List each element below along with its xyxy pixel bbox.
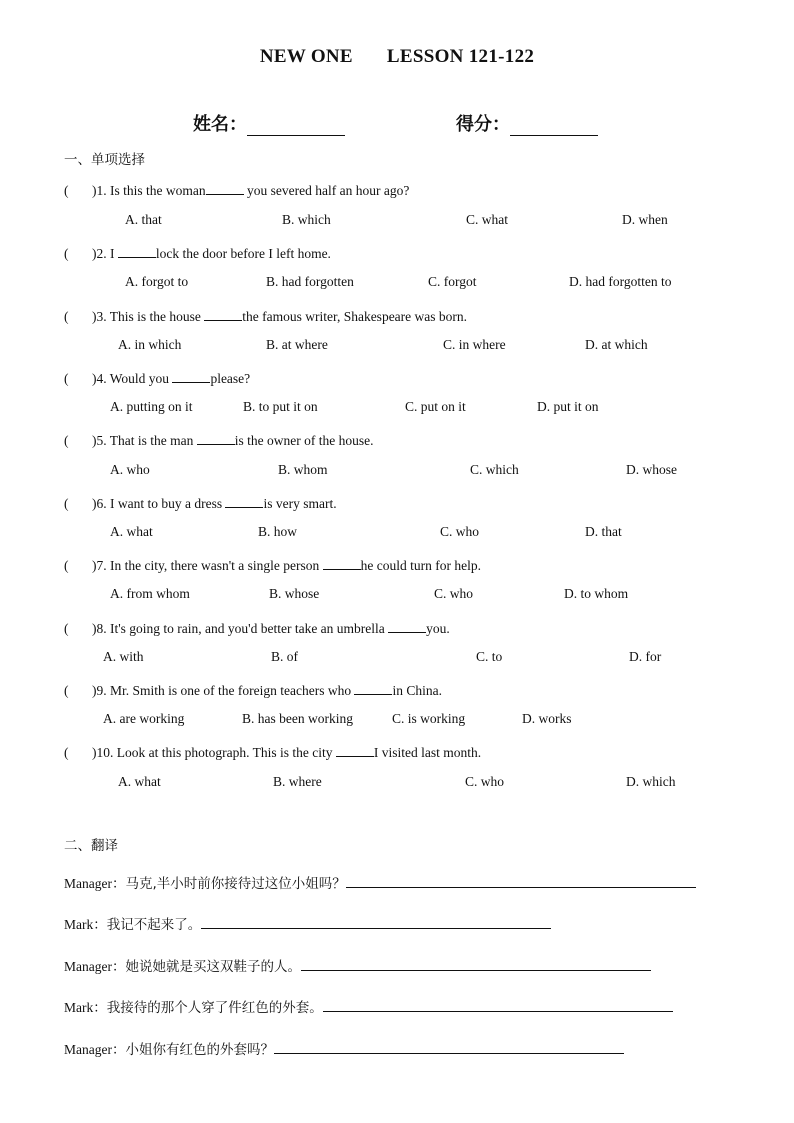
option-d[interactable]: D. works <box>522 711 572 726</box>
option-b[interactable]: B. whose <box>269 586 320 601</box>
question-7 <box>64 555 481 574</box>
question-text-after: is the owner of the house. <box>234 433 374 448</box>
speaker-colon: ： <box>93 917 107 933</box>
option-b[interactable]: B. whom <box>278 462 328 477</box>
option-c[interactable]: C. put on it <box>405 399 466 414</box>
fill-blank[interactable] <box>204 306 242 321</box>
answer-line[interactable] <box>274 1038 624 1054</box>
question-3 <box>64 306 467 325</box>
question-number: )3. <box>92 309 107 324</box>
question-6 <box>64 493 337 512</box>
answer-paren[interactable]: ( <box>64 183 69 198</box>
option-a[interactable]: A. from whom <box>110 586 190 601</box>
question-text-after: is very smart. <box>263 496 337 511</box>
question-text-before: Look at this photograph. This is the city <box>116 745 336 760</box>
option-a[interactable]: A. that <box>125 212 162 227</box>
chinese-sentence: 她说她就是买这双鞋子的人。 <box>125 959 301 975</box>
option-d[interactable]: D. put it on <box>537 399 599 414</box>
answer-line[interactable] <box>323 996 673 1012</box>
option-b[interactable]: B. to put it on <box>243 399 318 414</box>
speaker-label: Mark <box>64 1000 94 1015</box>
question-text-after: please? <box>210 371 251 386</box>
question-number: )8. <box>92 621 107 636</box>
question-text-after: lock the door before I left home. <box>155 246 331 261</box>
option-a[interactable]: A. what <box>118 774 161 789</box>
question-text-before: Mr. Smith is one of the foreign teachers who <box>110 683 355 698</box>
question-number: )10. <box>92 745 114 760</box>
option-d[interactable]: D. for <box>629 649 662 664</box>
name-blank[interactable] <box>247 117 345 136</box>
score-blank[interactable] <box>510 117 598 136</box>
question-1 <box>64 180 409 199</box>
speaker-colon: ： <box>111 876 126 892</box>
page-title <box>0 46 794 68</box>
option-b[interactable]: B. of <box>271 649 298 664</box>
option-c[interactable]: C. who <box>434 586 474 601</box>
option-b[interactable]: B. has been working <box>242 711 353 726</box>
option-a[interactable]: A. what <box>110 524 153 539</box>
speaker-colon: ： <box>111 959 126 975</box>
question-text-before: That is the man <box>109 433 197 448</box>
answer-paren[interactable]: ( <box>64 433 69 448</box>
answer-line[interactable] <box>301 955 651 971</box>
option-a[interactable]: A. putting on it <box>110 399 193 414</box>
question-number: )4. <box>92 371 107 386</box>
chinese-sentence: 小姐你有红色的外套吗？ <box>125 1042 274 1058</box>
option-c[interactable]: C. what <box>466 212 508 227</box>
option-b[interactable]: B. how <box>258 524 298 539</box>
question-number: )9. <box>92 683 107 698</box>
chinese-sentence: 马克,半小时前你接待过这位小姐吗？ <box>125 876 346 892</box>
title-part-2: LESSON 121-122 <box>386 46 535 67</box>
option-c[interactable]: C. who <box>440 524 480 539</box>
question-4 <box>64 368 250 387</box>
option-c[interactable]: C. to <box>476 649 503 664</box>
option-a[interactable]: A. in which <box>118 337 182 352</box>
score-field <box>456 110 598 136</box>
question-text-before: I want to buy a dress <box>110 496 226 511</box>
option-d[interactable]: D. had forgotten to <box>569 274 672 289</box>
answer-paren[interactable]: ( <box>64 621 69 636</box>
answer-paren[interactable]: ( <box>64 371 69 386</box>
translation-line-1 <box>64 872 696 892</box>
option-a[interactable]: A. with <box>103 649 144 664</box>
fill-blank[interactable] <box>388 618 426 633</box>
question-8 <box>64 618 450 637</box>
question-text-before: Would you <box>109 371 173 386</box>
question-number: )1. <box>92 183 107 198</box>
translation-line-3 <box>64 955 651 975</box>
fill-blank[interactable] <box>197 430 235 445</box>
option-c[interactable]: C. who <box>465 774 505 789</box>
option-c[interactable]: C. in where <box>443 337 506 352</box>
question-text-after: he could turn for help. <box>360 558 481 573</box>
option-c[interactable]: C. forgot <box>428 274 477 289</box>
answer-paren[interactable]: ( <box>64 309 69 324</box>
option-a[interactable]: A. are working <box>103 711 185 726</box>
option-d[interactable]: D. which <box>626 774 676 789</box>
translation-line-4 <box>64 996 673 1016</box>
name-label: 姓名： <box>193 114 247 135</box>
question-text-before: It's going to rain, and you'd better take an umbrella <box>110 621 389 636</box>
speaker-label: Manager <box>64 876 112 891</box>
score-label: 得分： <box>456 114 510 135</box>
question-text-after: you severed half an hour ago? <box>247 183 410 198</box>
question-10 <box>64 742 481 761</box>
option-b[interactable]: B. which <box>282 212 331 227</box>
option-d[interactable]: D. that <box>585 524 622 539</box>
option-a[interactable]: A. forgot to <box>125 274 189 289</box>
option-b[interactable]: B. where <box>273 774 322 789</box>
speaker-label: Manager <box>64 959 112 974</box>
question-text-after: the famous writer, Shakespeare was born. <box>242 309 468 324</box>
question-text-after: you. <box>426 621 450 636</box>
answer-paren[interactable]: ( <box>64 683 69 698</box>
translation-line-5 <box>64 1038 624 1058</box>
question-number: )7. <box>92 558 107 573</box>
name-field <box>193 110 345 136</box>
option-c[interactable]: C. which <box>470 462 519 477</box>
fill-blank[interactable] <box>323 555 361 570</box>
option-d[interactable]: D. at which <box>585 337 648 352</box>
question-number: )2. <box>92 246 107 261</box>
speaker-label: Mark <box>64 917 94 932</box>
option-d[interactable]: D. whose <box>626 462 677 477</box>
question-text-after: in China. <box>392 683 442 698</box>
section-2-heading: 二、翻译 <box>64 838 118 854</box>
option-a[interactable]: A. who <box>110 462 150 477</box>
answer-line[interactable] <box>346 872 696 888</box>
question-9 <box>64 680 442 699</box>
question-text-before: I <box>110 246 118 261</box>
option-b[interactable]: B. had forgotten <box>266 274 354 289</box>
fill-blank[interactable] <box>336 742 374 757</box>
answer-paren[interactable]: ( <box>64 558 69 573</box>
fill-blank[interactable] <box>354 680 392 695</box>
title-part-1: NEW ONE <box>259 46 353 67</box>
speaker-label: Manager <box>64 1042 112 1057</box>
option-d[interactable]: D. when <box>622 212 668 227</box>
question-text-before: This is the house <box>109 309 205 324</box>
speaker-colon: ： <box>111 1042 126 1058</box>
question-text-before: Is this the woman <box>110 183 206 198</box>
answer-paren[interactable]: ( <box>64 246 69 261</box>
question-5 <box>64 430 373 449</box>
speaker-colon: ： <box>93 1000 107 1016</box>
question-2 <box>64 243 331 262</box>
question-text-after: I visited last month. <box>373 745 482 760</box>
chinese-sentence: 我记不起来了。 <box>106 917 202 933</box>
fill-blank[interactable] <box>225 493 263 508</box>
option-d[interactable]: D. to whom <box>564 586 629 601</box>
section-1-heading: 一、单项选择 <box>64 152 145 168</box>
question-number: )6. <box>92 496 107 511</box>
question-number: )5. <box>92 433 107 448</box>
answer-paren[interactable]: ( <box>64 745 69 760</box>
chinese-sentence: 我接待的那个人穿了件红色的外套。 <box>106 1000 323 1016</box>
option-c[interactable]: C. is working <box>392 711 466 726</box>
fill-blank[interactable] <box>172 368 210 383</box>
fill-blank[interactable] <box>206 180 244 195</box>
answer-paren[interactable]: ( <box>64 496 69 511</box>
question-text-before: In the city, there wasn't a single person <box>110 558 323 573</box>
option-b[interactable]: B. at where <box>266 337 328 352</box>
fill-blank[interactable] <box>118 243 156 258</box>
answer-line[interactable] <box>201 913 551 929</box>
translation-line-2 <box>64 913 551 933</box>
